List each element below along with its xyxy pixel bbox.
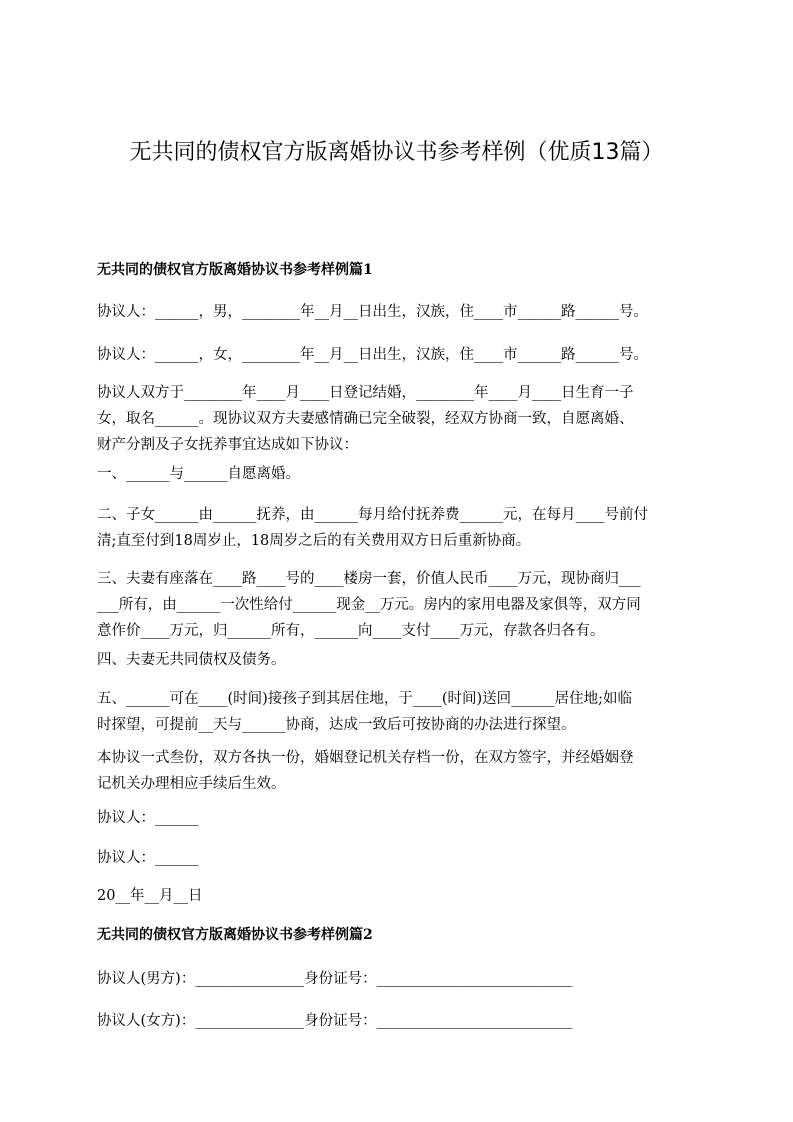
signature-line-2: 协议人：______ [97, 850, 199, 866]
document-title: 无共同的债权官方版离婚协议书参考样例（优质13篇） [129, 140, 664, 165]
clause-5 [97, 686, 705, 738]
clause-3 [97, 566, 705, 644]
section-heading-2: 无共同的债权官方版离婚协议书参考样例篇2 [97, 927, 373, 943]
text-line: 财产分割及子女抚养事宜达成如下协议： [97, 437, 358, 453]
closing-paragraph [97, 745, 705, 797]
text-line: 时探望，可提前__天与______协商，达成一致后可按协商的办法进行探望。 [97, 717, 576, 733]
text-line: 本协议一式叁份，双方各执一份，婚姻登记机关存档一份，在双方签字，并经婚姻登 [97, 750, 634, 766]
text-line: 协议人双方于________年____月____日登记结婚，________年____月____日生育一子 [97, 385, 634, 401]
text-line: 二、子女______由______抚养，由______每月给付抚养费______元，在每月____号前付 [97, 507, 648, 523]
male-party-id-line: 协议人(男方)：_______________身份证号：___________________________ [97, 971, 573, 987]
party-line-male: 协议人：______，男，________年__月__日出生，汉族，住____市______路______号。 [97, 304, 648, 320]
text-line: 清;直至付到18周岁止，18周岁之后的有关费用双方日后重新协商。 [97, 533, 531, 549]
clause-1: 一、______与______自愿离婚。 [97, 466, 300, 482]
text-line: 意作价____万元，归______所有，______向____支付____万元，存款各归各有。 [97, 623, 605, 639]
clause-2 [97, 502, 705, 554]
female-party-id-line: 协议人(女方)：_______________身份证号：___________________________ [97, 1013, 573, 1029]
text-line: ___所有，由______一次性给付______现金__万元。房内的家用电器及家俱等，双方同 [97, 597, 641, 613]
text-line: 女，取名______。现协议双方夫妻感情确已完全破裂，经双方协商一致，自愿离婚、 [97, 411, 634, 427]
text-line: 记机关办理相应手续后生效。 [97, 776, 286, 792]
clause-4: 四、夫妻无共同债权及债务。 [97, 652, 286, 668]
date-line: 20__年__月__日 [97, 888, 203, 904]
text-line: 五、______可在____(时间)接孩子到其居住地，于____(时间)送回______居住地;如临 [97, 691, 633, 707]
party-line-female: 协议人：______，女，________年__月__日出生，汉族，住____市______路______号。 [97, 347, 648, 363]
section-heading-1: 无共同的债权官方版离婚协议书参考样例篇1 [97, 262, 373, 278]
signature-line-1: 协议人：______ [97, 810, 199, 826]
text-line: 三、夫妻有座落在____路____号的____楼房一套，价值人民币____万元，现协商归___ [97, 571, 641, 587]
intro-paragraph [97, 380, 705, 458]
